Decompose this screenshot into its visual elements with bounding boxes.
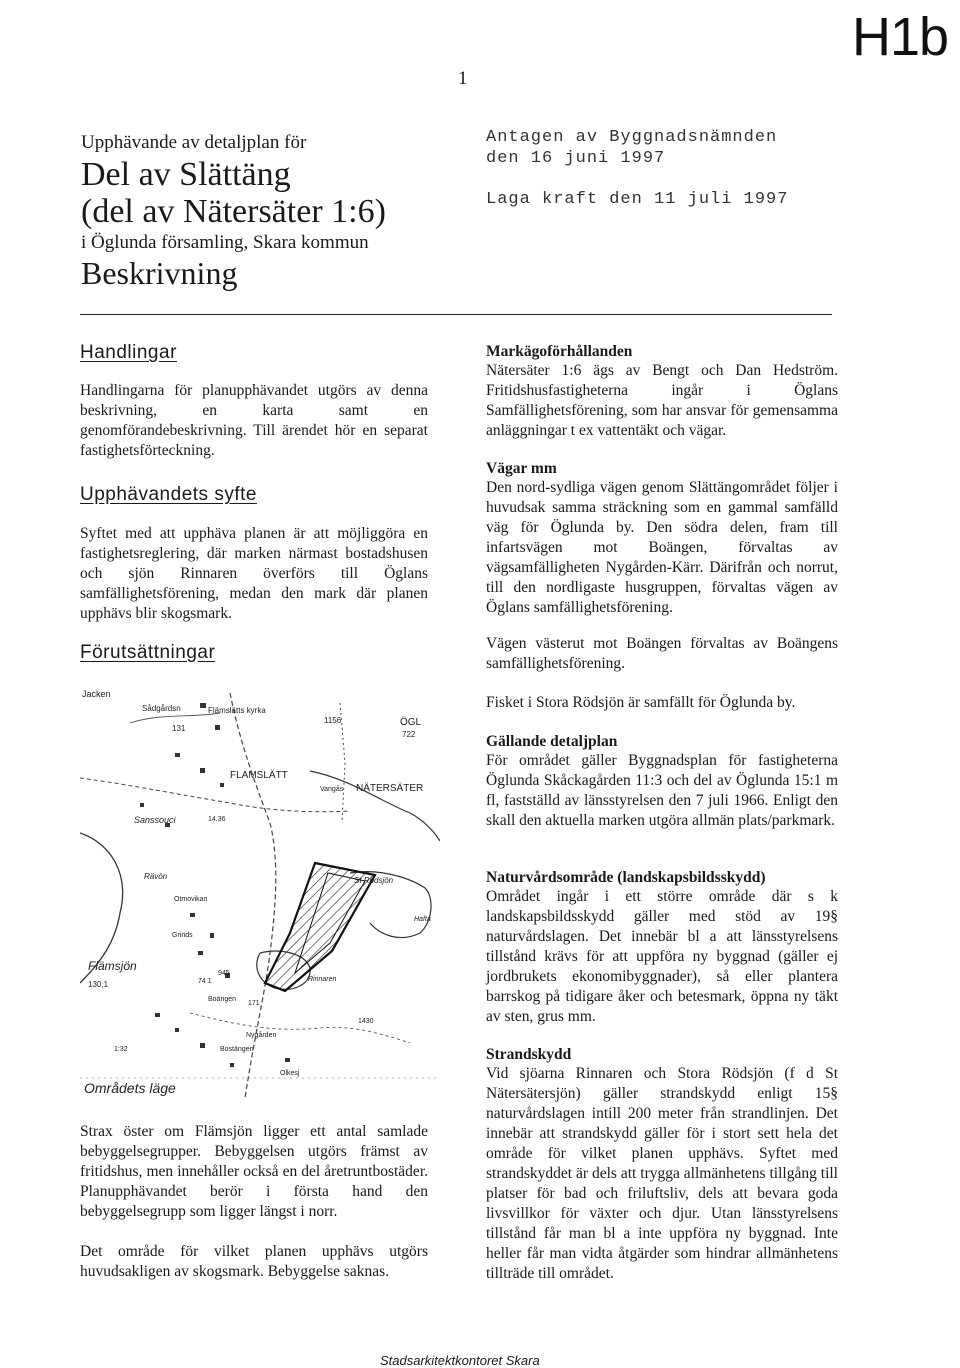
adopted-line-2: den 16 juni 1997 (486, 149, 666, 168)
map-label-1430: 1430 (358, 1018, 374, 1025)
map-caption: Områdets läge (84, 1080, 176, 1096)
map-label-bostangen: Bostängen (220, 1046, 254, 1053)
map-label-722: 722 (402, 730, 416, 739)
map-label-rinnaren: Rinnaren (308, 976, 337, 983)
map-label-sadgardsn: Sådgårdsn (142, 704, 181, 713)
map-label-171: 171 (248, 1000, 260, 1007)
omrade-text: Det område för vilket planen upphävs utgörs huvudsakligen av skogsmark. Bebyggelse saknas. (80, 1243, 428, 1280)
pre-title: Upphävande av detaljplan för (81, 132, 307, 153)
in-force-line: Laga kraft den 11 juli 1997 (486, 190, 789, 209)
location-map (80, 683, 440, 1098)
map-label-flamsjon: Flämsjön (88, 959, 137, 973)
map-label-boangen: Boängen (208, 996, 237, 1003)
header-divider (80, 314, 832, 315)
title-line-2: (del av Nätersäter 1:6) (81, 193, 386, 230)
strax-text: Strax öster om Flämsjön ligger ett antal samlade bebyggelsegrupper. Bebyggelsen utgörs främst av fritidshus, men innehåller också en del åretruntbostäder. Planupphävandet berör i första hand den bebyggelsegrupp som ligger längst i norr. (80, 1123, 428, 1220)
map-label-1436: 14.36 (208, 816, 226, 823)
strand-heading: Strandskydd (486, 1046, 572, 1063)
page-number: 1 (458, 68, 468, 89)
handlingar-text: Handlingarna för planupphävandet utgörs av denna beskrivning, en karta samt en genomförandebeskrivning. Till ärendet hör en separat fastighetsförteckning. (80, 382, 428, 459)
map-label-132: 1:32 (114, 1046, 128, 1053)
forutsattningar-heading: Förutsättningar (80, 642, 216, 663)
natur-text: Området ingår i ett större område där s k landskapsbildsskydd gäller med stöd av 19§ naturvårdslagen. Det innebär bl a att länsstyrelsens tillstånd krävs för att uppföra ny byggnad (gäller ej jordbrukets ekonomibyggnader), så eller plantera barrskog på tidigare åker och betesmark, öppna ny täkt av sten, grus mm. (486, 888, 838, 1025)
fisket-text: Fisket i Stora Rödsjön är samfällt för Öglunda by. (486, 694, 796, 711)
map-label-jacken: Jacken (82, 689, 111, 699)
map-label-nygarden: Nygården (246, 1032, 277, 1039)
map-label-flamslatt: FLAMSLÄTT (230, 770, 288, 781)
mark-heading: Markägoförhållanden (486, 343, 633, 360)
handlingar-heading: Handlingar (80, 342, 177, 363)
vagar-heading: Vägar mm (486, 460, 557, 477)
map-label-741: 74 1 (198, 978, 212, 985)
map-label-945: 945 (218, 970, 230, 977)
map-label-1156: 1156 (324, 716, 342, 725)
title-line-1: Del av Slättäng (81, 156, 291, 193)
page-title (81, 156, 386, 230)
natur-heading: Naturvårdsområde (landskapsbildsskydd) (486, 869, 766, 886)
document-id: H1b (852, 7, 949, 67)
map-label-otmovikan: Otmovikan (174, 896, 208, 903)
footer-office: Stadsarkitektkontoret Skara (380, 1353, 540, 1368)
map-label-131: 131 (172, 724, 186, 733)
map-label-flamslatts-kyrka: Flämslätts kyrka (208, 706, 266, 715)
gallande-text: För området gäller Byggnadsplan för fastigheterna Öglunda Skåckagården 11:3 och del av Öglunda 15:1 m fl, fastställd av länsstyrelsen den 7 juli 1966. Enligt den skall den aktuella marken utgöra allmän plats/parkmark. (486, 752, 838, 829)
map-label-ravon: Rävön (144, 872, 168, 881)
strand-text: Vid sjöarna Rinnaren och Stora Rödsjön (f d St Nätersätersjön) gäller strandskydd enligt 15§ naturvårdslagen intill 200 meter från strandlinjen. Det innebär att strandskydd gäller för i stort sett hela det område för vilket planen upphävs. Syftet med strandskyddet är dels att trygga allmänhetens tillgång till platser för bad och friluftsliv, dels att bevara goda livsvillkor för växter och djur. Utan länsstyrelsens tillstånd får man bl a inte uppföra ny byggnad. Inte heller får man vidta åtgärder som hindrar allmänhetens tillträde till området. (486, 1065, 838, 1282)
parish-line: i Öglunda församling, Skara kommun (81, 232, 369, 253)
syfte-text: Syftet med att upphäva planen är att möjliggöra en fastighetsreglering, där marken närmast bostadshusen och sjön Rinnaren överförs till Öglans samfällighetsförening, medan den mark där planen upphävs blir skogsmark. (80, 525, 428, 622)
doc-type-heading: Beskrivning (81, 255, 238, 291)
map-label-natersater: NÄTERSÄTER (356, 783, 424, 794)
vagar-text: Den nord-sydliga vägen genom Slättängområdet följer i huvudsak samma sträckning som en gammal samfälld väg för Öglunda by. Den södra delen, fram till infartsvägen mot Boängen, förvaltas av vägsamfälligheten Nygården-Kärr. Därifrån och norrut, till den nordligaste husgruppen, förvaltas vägen av Öglans samfällighetsförening. (486, 479, 838, 616)
map-label-vangas: Vangås (320, 786, 344, 793)
map-label-olkesj: Olkesj (280, 1070, 300, 1077)
map-label-sansscuci: Sanssouci (134, 815, 176, 825)
mark-text: Nätersäter 1:6 ägs av Bengt och Dan Hedström. Fritidshusfastigheterna ingår i Öglans Samfällighetsförening, som har ansvar för gemensamma anläggningar t ex vattentäkt och vägar. (486, 362, 838, 439)
adopted-line-1: Antagen av Byggnadsnämnden (486, 128, 778, 147)
map-label-1301: 130,1 (88, 980, 109, 989)
vagen-text: Vägen västerut mot Boängen förvaltas av Boängens samfällighetsförening. (486, 635, 838, 672)
map-label-st-rodsjon: St Rödsjön (354, 876, 394, 885)
gallande-heading: Gällande detaljplan (486, 733, 618, 750)
syfte-heading: Upphävandets syfte (80, 484, 257, 505)
map-label-hafta: Hafta (414, 916, 431, 923)
map-label-grinds: Grinds (172, 932, 193, 939)
map-label-ogl: ÖGL (400, 717, 422, 728)
